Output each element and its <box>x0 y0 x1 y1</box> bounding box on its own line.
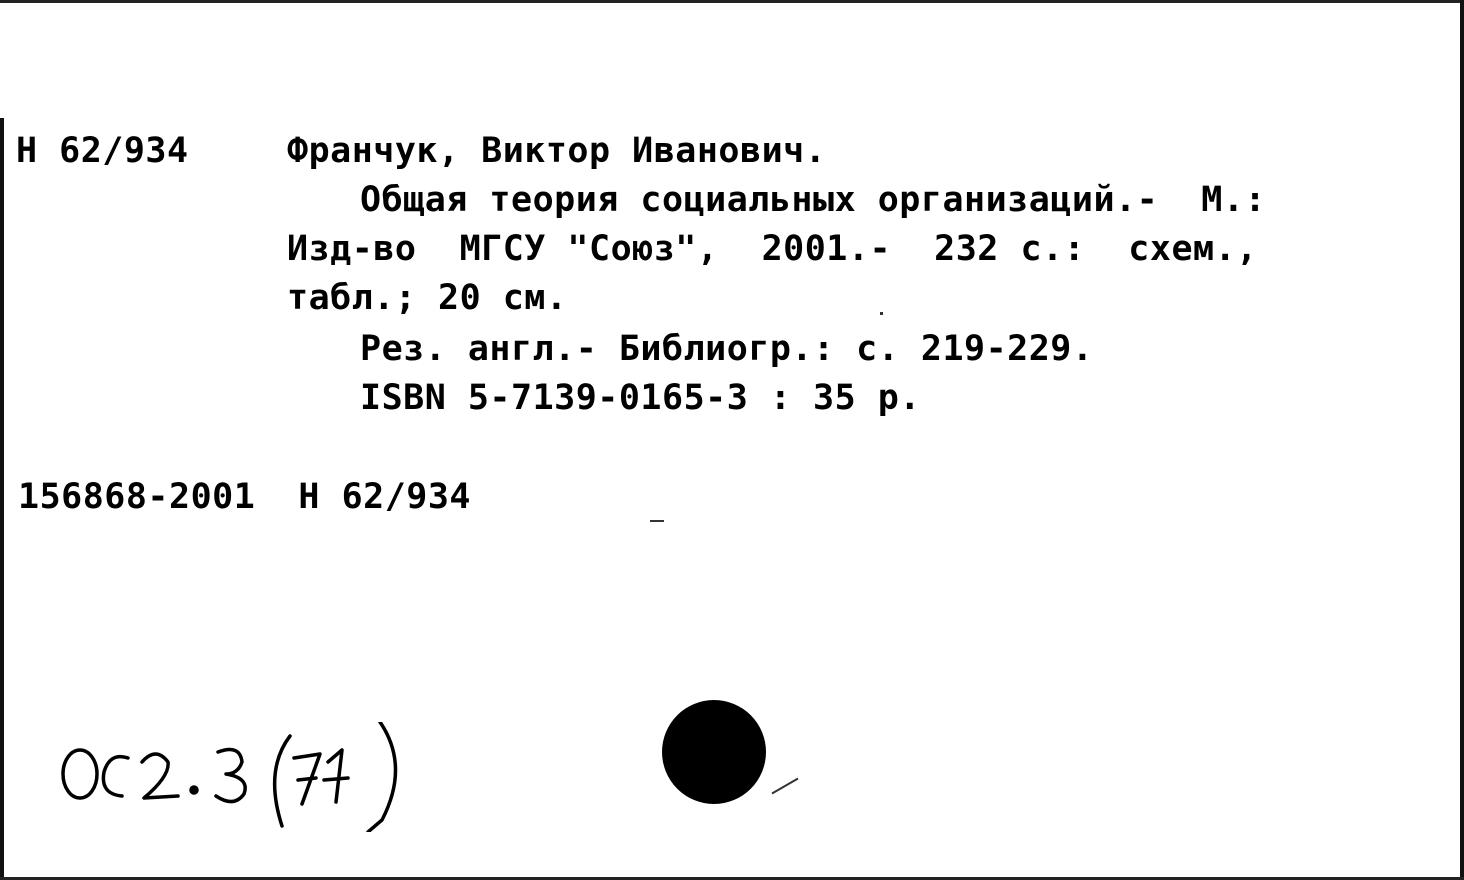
print-speck <box>650 520 664 522</box>
print-speck <box>772 778 799 795</box>
author-heading: Франчук, Виктор Иванович. <box>287 131 827 171</box>
publication-statement: Изд-во МГСУ "Союз", 2001.- 232 с.: схем., <box>287 229 1258 269</box>
title-statement: Общая теория социальных организаций.- М.: <box>360 180 1267 220</box>
call-number: Н 62/934 <box>16 131 189 171</box>
notes-statement: Рез. англ.- Библиогр.: с. 219-229. <box>360 329 1094 369</box>
card-left-edge <box>0 118 4 880</box>
punch-hole <box>662 700 766 804</box>
inventory-number: 156868-2001 Н 62/934 <box>18 477 472 517</box>
print-speck <box>880 312 883 315</box>
handwritten-class-number <box>58 722 418 832</box>
card-top-edge <box>0 0 1464 3</box>
physical-description: табл.; 20 см. <box>287 278 568 318</box>
isbn-statement: ISBN 5-7139-0165-3 : 35 р. <box>360 378 921 418</box>
card-right-edge <box>1460 0 1464 880</box>
